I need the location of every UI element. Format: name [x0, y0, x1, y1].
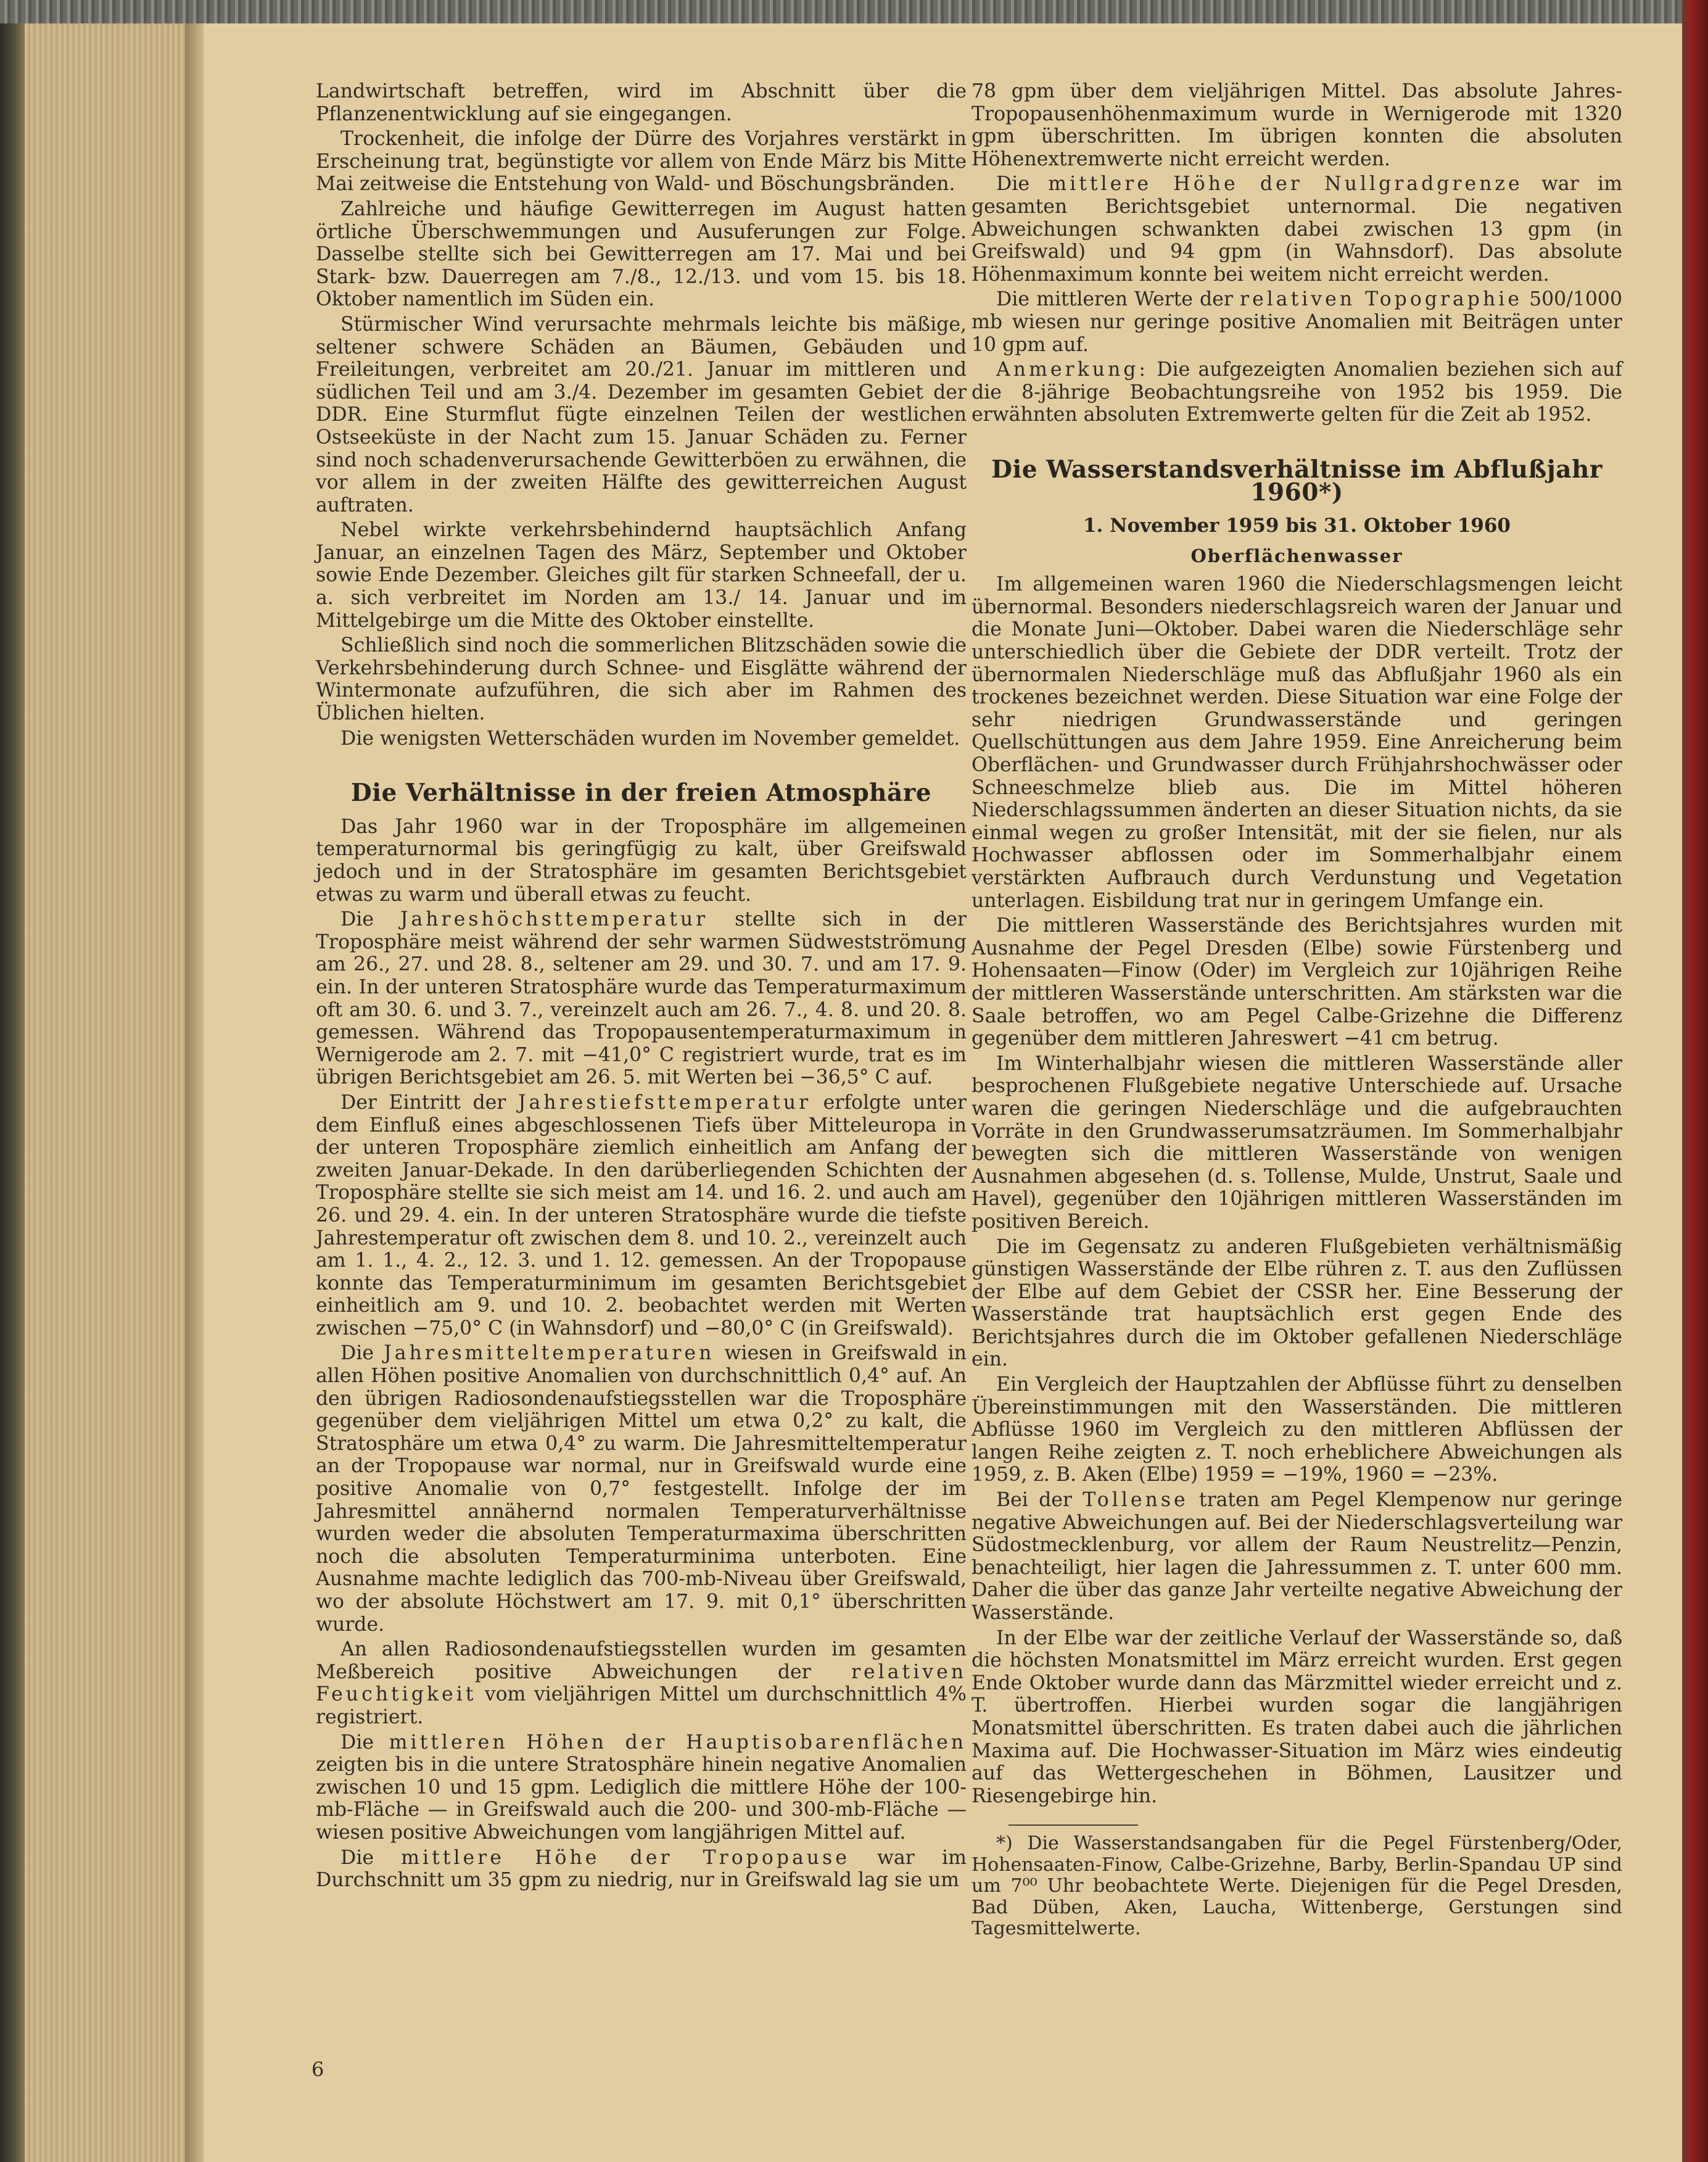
paragraph: Die mittleren Wasserstände des Berichtsjahres wurden mit Ausnahme der Pegel Dresden (Elbe) sowie Fürstenberg und Hohensaaten—Finow (Oder) im Vergleich zur 10jährigen Reihe der mittleren Wasserstände unterschritten. Am stärksten war die Saale betroffen, wo am Pegel Calbe-Grizehne die Differenz gegenüber dem mittleren Jahreswert −41 cm betrug.: [972, 914, 1622, 1050]
paragraph: Anmerkung: Die aufgezeigten Anomalien beziehen sich auf die 8-jährige Beobachtungsreihe von 1952 bis 1959. Die erwähnten absoluten Extremwerte gelten für die Zeit ab 1952.: [972, 358, 1622, 426]
scan-top-edge: [0, 0, 1708, 23]
spaced-term: Anmerkung:: [996, 358, 1149, 381]
paragraph: In der Elbe war der zeitliche Verlauf der Wasserstände so, daß die höchsten Monatsmittel im März erreicht wurden. Erst gegen Ende Oktober wurde dann das Märzmittel wieder erreicht und z. T. übertroffen. Hierbei wurden sogar die langjährigen Monatsmittel überschritten. Es traten dabei auch die jährlichen Maxima auf. Die Hochwasser-Situation im März wies eindeutig auf das Wettergeschehen in Böhmen, Lausitzer und Riesengebirge hin.: [972, 1626, 1622, 1807]
paragraph: Die mittleren Werte der relativen Topographie 500/1000 mb wiesen nur geringe positive Anomalien mit Beiträgen unter 10 gpm auf.: [972, 288, 1622, 356]
gutter-shadow: [185, 23, 204, 2162]
section-heading: Die Wasserstandsverhältnisse im Abflußjahr 1960*): [991, 455, 1603, 507]
paragraph: Die wenigsten Wetterschäden wurden im November gemeldet.: [340, 727, 960, 750]
paragraph: Die Jahresmitteltemperaturen wiesen in Greifswald in allen Höhen positive Anomalien von durchschnittlich 0,4° auf. An den übrigen Radiosondenaufstiegsstellen war die Troposphäre gegenüber dem vieljährigen Mittel um etwa 0,2° zu kalt, die Stratosphäre um etwa 0,4° zu warm. Die Jahresmitteltemperatur an der Tropopause war normal, nur in Greifswald wurde eine positive Anomalie von 0,7° festgestellt. Infolge der im Jahresmittel annähernd normalen Temperaturverhältnisse wurden weder die absoluten Temperaturmaxima überschritten noch die absoluten Temperaturminima unterboten. Eine Ausnahme machte lediglich das 700-mb-Niveau über Greifswald, wo der absolute Höchstwert am 17. 9. mit 0,1° überschritten wurde.: [316, 1342, 967, 1636]
spaced-term: mittlere Höhe der Tropopause: [401, 1846, 850, 1869]
section-subsubheading: Oberflächenwasser: [1190, 545, 1403, 566]
section-heading: Die Verhältnisse in der freien Atmosphäre: [350, 779, 932, 808]
paragraph: Die mittleren Höhen der Hauptisobarenflächen zeigten bis in die untere Stratosphäre hinein negative Anomalien zwischen 10 und 15 gpm. Lediglich die mittlere Höhe der 100-mb-Fläche — in Greifswald auch die 200- und 300-mb-Fläche — wiesen positive Abweichungen vom langjährigen Mittel auf.: [316, 1731, 967, 1844]
spaced-term: mittleren Höhen der Hauptisobarenflächen: [389, 1731, 967, 1754]
paragraph: Trockenheit, die infolge der Dürre des Vorjahres verstärkt in Erscheinung trat, begünstigte vor allem von Ende März bis Mitte Mai zeitweise die Entstehung von Wald- und Böschungsbränden.: [316, 128, 967, 196]
right-column: [972, 80, 1622, 1942]
footnote-rule: [1009, 1824, 1138, 1826]
spaced-term: relativen Topographie: [1240, 288, 1522, 311]
spaced-term: Jahresmitteltemperaturen: [384, 1342, 715, 1365]
paragraph: An allen Radiosondenaufstiegsstellen wurden im gesamten Meßbereich positive Abweichungen der relativen Feuchtigkeit vom vieljährigen Mittel um durchschnittlich 4% registriert.: [316, 1638, 967, 1728]
spaced-term: Jahreshöchsttemperatur: [400, 908, 709, 931]
section-subheading: 1. November 1959 bis 31. Oktober 1960: [1083, 515, 1511, 537]
paragraph: Zahlreiche und häufige Gewitterregen im August hatten örtliche Überschwemmungen und Ausuferungen zur Folge. Dasselbe stellte sich bei Gewitterregen am 17. Mai und bei Stark- bzw. Dauerregen am 7./8., 12./13. und vom 15. bis 18. Oktober namentlich im Süden ein.: [316, 197, 967, 311]
paragraph: Schließlich sind noch die sommerlichen Blitzschäden sowie die Verkehrsbehinderung durch Schnee- und Eisglätte während der Wintermonate aufzuführen, die sich aber im Rahmen des Üblichen hielten.: [316, 634, 967, 725]
paragraph: Die mittlere Höhe der Tropopause war im Durchschnitt um 35 gpm zu niedrig, nur in Greifswald lag sie um: [316, 1846, 967, 1892]
paragraph: Die im Gegensatz zu anderen Flußgebieten verhältnismäßig günstigen Wasserstände der Elbe rühren z. T. aus den Zuflüssen der Elbe auf dem Gebiet der CSSR her. Eine Besserung der Wasserstände trat hauptsächlich erst gegen Ende des Berichtsjahres durch die im Oktober gefallenen Niederschläge ein.: [972, 1235, 1622, 1371]
spaced-term: relativen Feuchtigkeit: [316, 1660, 967, 1706]
footnote: *) Die Wasserstandsangaben für die Pegel Fürstenberg/Oder, Hohensaaten-Finow, Calbe-Grizehne, Barby, Berlin-Spandau UP sind um 7⁰⁰ Uhr beobachtete Werte. Diejenigen für die Pegel Dresden, Bad Düben, Aken, Laucha, Wittenberge, Gerstungen sind Tagesmittelwerte.: [972, 1833, 1622, 1940]
paragraph: Der Eintritt der Jahrestiefsttemperatur erfolgte unter dem Einfluß eines abgeschlossenen Tiefs über Mitteleuropa in der unteren Troposphäre ziemlich einheitlich am Anfang der zweiten Januar-Dekade. In den darüberliegenden Schichten der Troposphäre stellte sie sich meist am 14. und 16. 2. und auch am 26. und 29. 4. ein. In der unteren Stratosphäre wurde die tiefste Jahrestemperatur oft zwischen dem 8. und 10. 2., vereinzelt auch am 1. 1., 4. 2., 12. 3. und 1. 12. gemessen. An der Tropopause konnte das Temperaturminimum im gesamten Berichtsgebiet einheitlich am 9. und 10. 2. beobachtet werden mit Werten zwischen −75,0° C (in Wahnsdorf) und −80,0° C (in Greifswald).: [316, 1091, 967, 1340]
book-cover-edge: [1682, 0, 1708, 2162]
book-binding: [0, 0, 25, 2162]
paragraph: Landwirtschaft betreffen, wird im Abschnitt über die Pflanzenentwicklung auf sie eingegangen.: [316, 80, 967, 125]
spaced-term: Jahrestiefsttemperatur: [518, 1091, 812, 1114]
paragraph: Die Jahreshöchsttemperatur stellte sich in der Troposphäre meist während der sehr warmen Südwestströmung am 26., 27. und 28. 8., seltener am 29. und 30. 7. und am 17. 9. ein. In der unteren Stratosphäre wurde das Temperaturmaximum oft am 30. 6. und 3. 7., vereinzelt auch am 26. 7., 4. 8. und 20. 8. gemessen. Während das Tropopausentemperaturmaximum in Wernigerode am 2. 7. mit −41,0° C registriert wurde, trat es im übrigen Berichtsgebiet am 26. 5. mit Werten bei −36,5° C auf.: [316, 908, 967, 1089]
paragraph: Nebel wirkte verkehrsbehindernd hauptsächlich Anfang Januar, an einzelnen Tagen des März, September und Oktober sowie Ende Dezember. Gleiches gilt für starken Schneefall, der u. a. sich verbreitet im Norden am 13./ 14. Januar und im Mittelgebirge um die Mitte des Oktober einstellte.: [316, 519, 967, 632]
paragraph: Stürmischer Wind verursachte mehrmals leichte bis mäßige, seltener schwere Schäden an Bäumen, Gebäuden und Freileitungen, verbreitet am 20./21. Januar im mittleren und südlichen Teil und am 3./4. Dezember im gesamten Gebiet der DDR. Eine Sturmflut fügte einzelnen Teilen der westlichen Ostseeküste in der Nacht zum 15. Januar Schäden zu. Ferner sind noch schadenverursachende Gewitterböen zu erwähnen, die vor allem in der zweiten Hälfte des gewitterreichen August auftraten.: [316, 313, 967, 516]
spaced-term: mittlere Höhe der Nullgradgrenze: [1048, 173, 1523, 196]
paragraph: Die mittlere Höhe der Nullgradgrenze war im gesamten Berichtsgebiet unternormal. Die negativen Abweichungen schwankten dabei zwischen 13 gpm (in Greifswald) und 94 gpm (in Wahnsdorf). Das absolute Höhenmaximum konnte bei weitem nicht erreicht werden.: [972, 173, 1623, 286]
book-page-edges: [0, 0, 185, 2162]
paragraph: 78 gpm über dem vieljährigen Mittel. Das absolute Jahres-Tropopausenhöhenmaximum wurde in Wernigerode mit 1320 gpm überschritten. Im übrigen konnten die absoluten Höhenextremwerte nicht erreicht werden.: [972, 80, 1622, 170]
paragraph: Bei der Tollense traten am Pegel Klempenow nur geringe negative Abweichungen auf. Bei der Niederschlagsverteilung war Südostmecklenburg, vor allem der Raum Neustrelitz—Penzin, benachteiligt, hier lagen die Jahressummen z. T. unter 600 mm. Daher die über das ganze Jahr verteilte negative Abweichung der Wasserstände.: [972, 1489, 1622, 1624]
paragraph: Im allgemeinen waren 1960 die Niederschlagsmengen leicht übernormal. Besonders niederschlagsreich waren der Januar und die Monate Juni—Oktober. Dabei waren die Niederschläge sehr unterschiedlich über die Gebiete der DDR verteilt. Trotz der übernormalen Niederschläge muß das Abflußjahr 1960 als ein trockenes bezeichnet werden. Diese Situation war eine Folge der sehr niedrigen Grundwasserstände und geringen Quellschüttungen aus dem Jahre 1959. Eine Anreicherung beim Oberflächen- und Grundwasser durch Frühjahrshochwässer oder Schneeschmelze blieb aus. Die im Mittel höheren Niederschlagssummen änderten an dieser Situation nichts, da sie einmal wegen zu großer Intensität, mit der sie fielen, nur als Hochwasser abflossen oder im Sommerhalbjahr einem verstärkten Aufbrauch durch Verdunstung und Vegetation unterlagen. Eisbildung trat nur in geringem Umfange ein.: [972, 573, 1622, 912]
spaced-term: Tollense: [1083, 1489, 1189, 1512]
paragraph: Ein Vergleich der Hauptzahlen der Abflüsse führt zu denselben Übereinstimmungen mit den Wasserständen. Die mittleren Abflüsse 1960 im Vergleich zu den mittleren Abflüssen der langen Reihe zeigten z. T. noch erheblichere Abweichungen als 1959, z. B. Aken (Elbe) 1959 = −19%, 1960 = −23%.: [972, 1373, 1622, 1486]
page-number: 6: [311, 2058, 324, 2081]
left-column: [316, 80, 967, 1894]
paragraph: Im Winterhalbjahr wiesen die mittleren Wasserstände aller besprochenen Flußgebiete negative Unterschiede auf. Ursache waren die geringen Niederschläge und die aufgebrauchten Vorräte in den Grundwasserumsatzräumen. Im Sommerhalbjahr bewegten sich die mittleren Wasserstände von wenigen Ausnahmen abgesehen (d. s. Tollense, Mulde, Unstrut, Saale und Havel), gegenüber den 10jährigen mittleren Wasserständen im positiven Bereich.: [972, 1052, 1622, 1233]
paragraph: Das Jahr 1960 war in der Troposphäre im allgemeinen temperaturnormal bis geringfügig zu kalt, über Greifswald jedoch und in der Stratosphäre im gesamten Berichtsgebiet etwas zu warm und überall etwas zu feucht.: [316, 815, 967, 906]
